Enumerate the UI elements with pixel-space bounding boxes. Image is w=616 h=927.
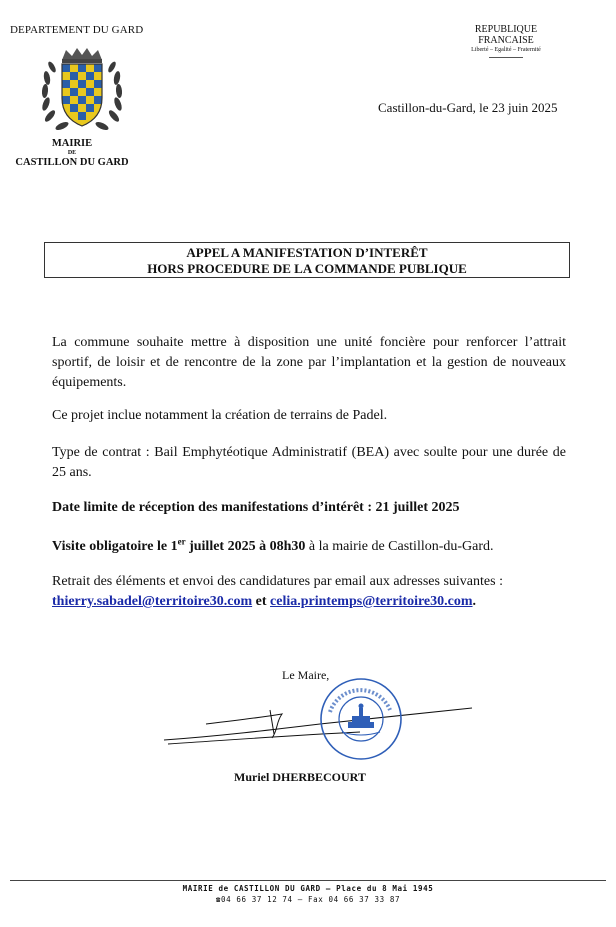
department-label: DEPARTEMENT DU GARD [10,24,144,36]
email-link-2[interactable]: celia.printemps@territoire30.com [270,594,473,609]
mairie-line-2: DE [67,150,77,156]
document-title-box [44,242,570,278]
republic-motto: Liberté – Egalité – Fraternité [471,47,541,53]
footer-phone: ☎04 66 37 12 74 – Fax 04 66 37 33 87 [215,895,401,904]
republic-label: REPUBLIQUE FRANCAISE [474,24,538,46]
mairie-line-1: MAIRIE [51,138,93,149]
email-link-1[interactable]: thierry.sabadel@territoire30.com [52,594,253,609]
mairie-stamp [318,676,404,762]
contacts-and: et [252,594,271,609]
contacts-end: . [472,594,477,609]
paragraph-visit [52,537,566,557]
title-line-2: HORS PROCEDURE DE LA COMMANDE PUBLIQUE [147,261,467,276]
mairie-line-3: CASTILLON DU GARD [15,157,129,168]
signatory-title: Le Maire, [282,668,330,682]
footer-divider [10,880,606,881]
place-date: Castillon-du-Gard, le 23 juin 2025 [378,100,558,115]
republic-header [452,24,560,58]
paragraph-deadline: Date limite de réception des manifestations d’intérêt : 21 juillet 2025 [52,500,460,515]
mairie-block [10,138,134,168]
visit-bold-a: Visite obligatoire le 1 [52,539,178,554]
title-line-1: APPEL A MANIFESTATION D’INTERÊT [186,245,428,260]
signatory-name: Muriel DHERBECOURT [234,770,366,784]
footer-address: MAIRIE de CASTILLON DU GARD – Place du 8 Mai 1945 [182,884,434,893]
coat-of-arms-logo [40,46,124,134]
paragraph-padel: Ce projet inclue notamment la création de terrains de Padel. [52,408,388,423]
contacts-text: Retrait des éléments et envoi des candidatures par email aux adresses suivantes : [52,574,503,589]
republic-divider [489,57,523,58]
paragraph-contract: Type de contrat : Bail Emphytéotique Administratif (BEA) avec soulte pour une durée de 25 ans. [52,445,566,480]
paragraph-contacts [52,572,566,612]
visit-rest: à la mairie de Castillon-du-Gard. [305,539,494,554]
footer [10,884,606,904]
visit-superscript: er [177,536,186,547]
visit-bold-b: juillet 2025 à 08h30 [185,539,306,554]
paragraph-intro: La commune souhaite mettre à disposition une unité foncière pour renforcer l’attrait sportif, de loisir et de rencontre de la zone par l’implantation et la gestion de nouveaux équipements. [52,335,566,390]
